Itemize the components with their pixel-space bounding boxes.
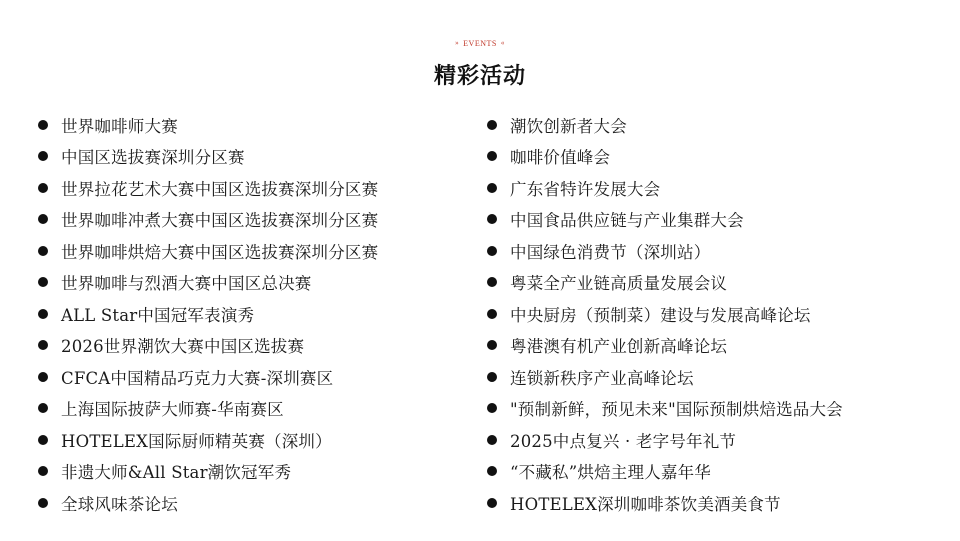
event-list-item [38, 330, 478, 362]
event-name: “不藏私”烘焙主理人嘉年华 [510, 463, 711, 483]
bullet-icon [487, 246, 497, 256]
bullet-icon [487, 498, 497, 508]
event-list-item [38, 456, 478, 488]
event-list-item [487, 424, 947, 456]
bullet-icon [487, 340, 497, 350]
bullet-icon [487, 372, 497, 382]
event-list-item [487, 456, 947, 488]
eyebrow-left-decoration: » [455, 39, 460, 47]
page-header [0, 30, 960, 90]
eyebrow-right-decoration: « [500, 39, 505, 47]
event-list-item [487, 298, 947, 330]
event-list-item [487, 109, 947, 141]
event-list-item [38, 424, 478, 456]
bullet-icon [487, 214, 497, 224]
bullet-icon [38, 183, 48, 193]
bullet-icon [38, 277, 48, 287]
bullet-icon [487, 120, 497, 130]
event-name: 世界咖啡师大赛 [61, 116, 178, 136]
event-name: 广东省特许发展大会 [510, 179, 661, 199]
event-name: 世界拉花艺术大赛中国区选拔赛深圳分区赛 [61, 179, 379, 199]
section-eyebrow [455, 37, 505, 49]
eyebrow-label: EVENTS [463, 38, 497, 48]
event-list-item [487, 172, 947, 204]
event-name: 潮饮创新者大会 [510, 116, 627, 136]
bullet-icon [487, 309, 497, 319]
bullet-icon [38, 466, 48, 476]
event-name: 连锁新秩序产业高峰论坛 [510, 368, 694, 388]
event-list-item [487, 141, 947, 173]
event-name: 上海国际披萨大师赛-华南赛区 [61, 400, 284, 420]
bullet-icon [487, 435, 497, 445]
events-list-right [487, 109, 947, 519]
event-list-item [38, 141, 478, 173]
bullet-icon [38, 435, 48, 445]
event-name: 2025中点复兴 · 老字号年礼节 [510, 431, 737, 451]
event-name: 中国区选拔赛深圳分区赛 [61, 148, 245, 168]
event-name: ALL Star中国冠军表演秀 [61, 305, 255, 325]
event-list-item [38, 393, 478, 425]
bullet-icon [487, 466, 497, 476]
bullet-icon [38, 403, 48, 413]
bullet-icon [487, 403, 497, 413]
event-name: 咖啡价值峰会 [510, 148, 611, 168]
bullet-icon [38, 246, 48, 256]
event-name: HOTELEX国际厨师精英赛（深圳） [61, 431, 332, 451]
event-list-item [487, 487, 947, 519]
event-list-item [38, 298, 478, 330]
event-name: 中国绿色消费节（深圳站） [510, 242, 711, 262]
event-list-item [38, 487, 478, 519]
bullet-icon [38, 498, 48, 508]
event-name: 全球风味茶论坛 [61, 494, 178, 514]
event-list-item [487, 361, 947, 393]
event-name: HOTELEX深圳咖啡茶饮美酒美食节 [510, 494, 781, 514]
bullet-icon [487, 277, 497, 287]
page-title: 精彩活动 [433, 64, 526, 89]
event-list-item [38, 361, 478, 393]
event-name: 世界咖啡冲煮大赛中国区选拔赛深圳分区赛 [61, 211, 379, 231]
event-list-item [487, 235, 947, 267]
bullet-icon [38, 151, 48, 161]
event-list-item [487, 330, 947, 362]
bullet-icon [38, 372, 48, 382]
event-name: 世界咖啡烘焙大赛中国区选拔赛深圳分区赛 [61, 242, 379, 262]
event-list-item [38, 204, 478, 236]
event-name: 中央厨房（预制菜）建设与发展高峰论坛 [510, 305, 811, 325]
event-list-item [487, 204, 947, 236]
event-name: 2026世界潮饮大赛中国区选拔赛 [61, 337, 305, 357]
event-list-item [38, 235, 478, 267]
bullet-icon [38, 309, 48, 319]
event-list-item [487, 267, 947, 299]
event-name: CFCA中国精品巧克力大赛-深圳赛区 [61, 368, 334, 388]
event-name: 非遗大师&All Star潮饮冠军秀 [61, 463, 292, 483]
event-list-item [487, 393, 947, 425]
bullet-icon [487, 183, 497, 193]
bullet-icon [38, 340, 48, 350]
event-name: 粤菜全产业链高质量发展会议 [510, 274, 728, 294]
bullet-icon [38, 214, 48, 224]
event-list-item [38, 267, 478, 299]
event-name: 世界咖啡与烈酒大赛中国区总决赛 [61, 274, 312, 294]
event-list-item [38, 172, 478, 204]
events-list-left [38, 109, 478, 519]
event-name: "预制新鲜，预见未来"国际预制烘焙选品大会 [510, 400, 843, 420]
bullet-icon [38, 120, 48, 130]
bullet-icon [487, 151, 497, 161]
event-name: 粤港澳有机产业创新高峰论坛 [510, 337, 728, 357]
event-list-item [38, 109, 478, 141]
event-name: 中国食品供应链与产业集群大会 [510, 211, 744, 231]
